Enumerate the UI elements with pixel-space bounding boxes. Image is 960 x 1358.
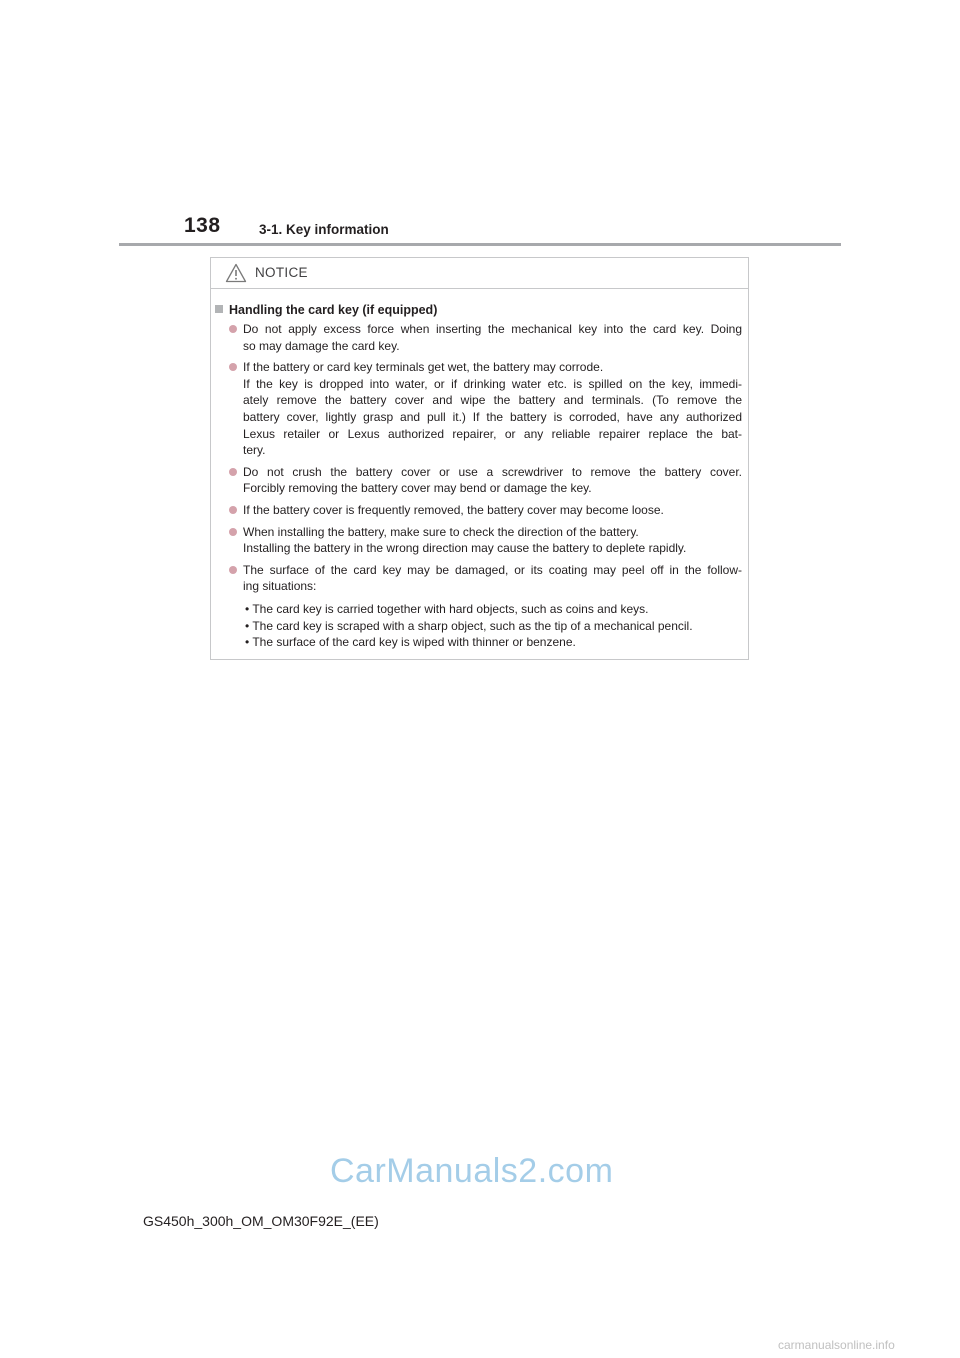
item-line: If the battery or card key terminals get wet, the battery may corrode. [243, 360, 604, 375]
notice-item [211, 464, 748, 497]
notice-item [211, 321, 748, 354]
site-url: carmanualsonline.info [778, 1338, 895, 1352]
bullet-dot-icon [229, 325, 237, 333]
notice-box [210, 257, 749, 660]
header-rule [119, 243, 841, 246]
item-line: ately remove the battery cover and wipe the battery and terminals. (To remove the [243, 393, 742, 408]
bullet-dot-icon [229, 506, 237, 514]
subsection-heading [211, 301, 748, 321]
item-line: Forcibly removing the battery cover may bend or damage the key. [243, 481, 592, 496]
notice-title: NOTICE [255, 265, 308, 280]
notice-header [211, 258, 748, 289]
item-line: battery cover, lightly grasp and pull it.) If the battery is corroded, have any authorized [243, 409, 742, 424]
item-line: The surface of the card key may be damaged, or its coating may peel off in the follow- [243, 562, 742, 577]
section-title: 3-1. Key information [259, 222, 389, 237]
notice-item [211, 524, 748, 557]
notice-body [211, 301, 748, 656]
item-line: so may damage the card key. [243, 338, 400, 353]
page-number: 138 [184, 214, 221, 237]
item-line: When installing the battery, make sure to check the direction of the battery. [243, 524, 639, 539]
item-line: If the key is dropped into water, or if drinking water etc. is spilled on the key, immedi- [243, 376, 742, 391]
watermark-logo: CarManuals2.com [330, 1152, 614, 1190]
warning-triangle-icon [225, 263, 247, 283]
subsection-title: Handling the card key (if equipped) [229, 303, 438, 317]
notice-item [211, 502, 748, 519]
notice-item [211, 562, 748, 651]
item-line: tery. [243, 443, 266, 458]
notice-item [211, 359, 748, 459]
item-line: If the battery cover is frequently removed, the battery cover may become loose. [243, 502, 664, 517]
item-line: Installing the battery in the wrong direction may cause the battery to deplete rapidly. [243, 541, 687, 556]
bullet-dot-icon [229, 363, 237, 371]
sub-list-item: • The surface of the card key is wiped with thinner or benzene. [245, 635, 576, 650]
document-code: GS450h_300h_OM_OM30F92E_(EE) [143, 1213, 379, 1229]
sub-list-item: • The card key is scraped with a sharp object, such as the tip of a mechanical pencil. [245, 618, 693, 633]
bullet-dot-icon [229, 468, 237, 476]
square-bullet-icon [215, 305, 223, 313]
item-line: ing situations: [243, 579, 317, 594]
item-line: Do not crush the battery cover or use a screwdriver to remove the battery cover. [243, 464, 742, 479]
item-line: Lexus retailer or Lexus authorized repairer, or any reliable repairer replace the bat- [243, 426, 742, 441]
sub-list-item: • The card key is carried together with hard objects, such as coins and keys. [245, 601, 649, 616]
bullet-dot-icon [229, 528, 237, 536]
bullet-dot-icon [229, 566, 237, 574]
item-line: Do not apply excess force when inserting the mechanical key into the card key. Doing [243, 322, 742, 336]
